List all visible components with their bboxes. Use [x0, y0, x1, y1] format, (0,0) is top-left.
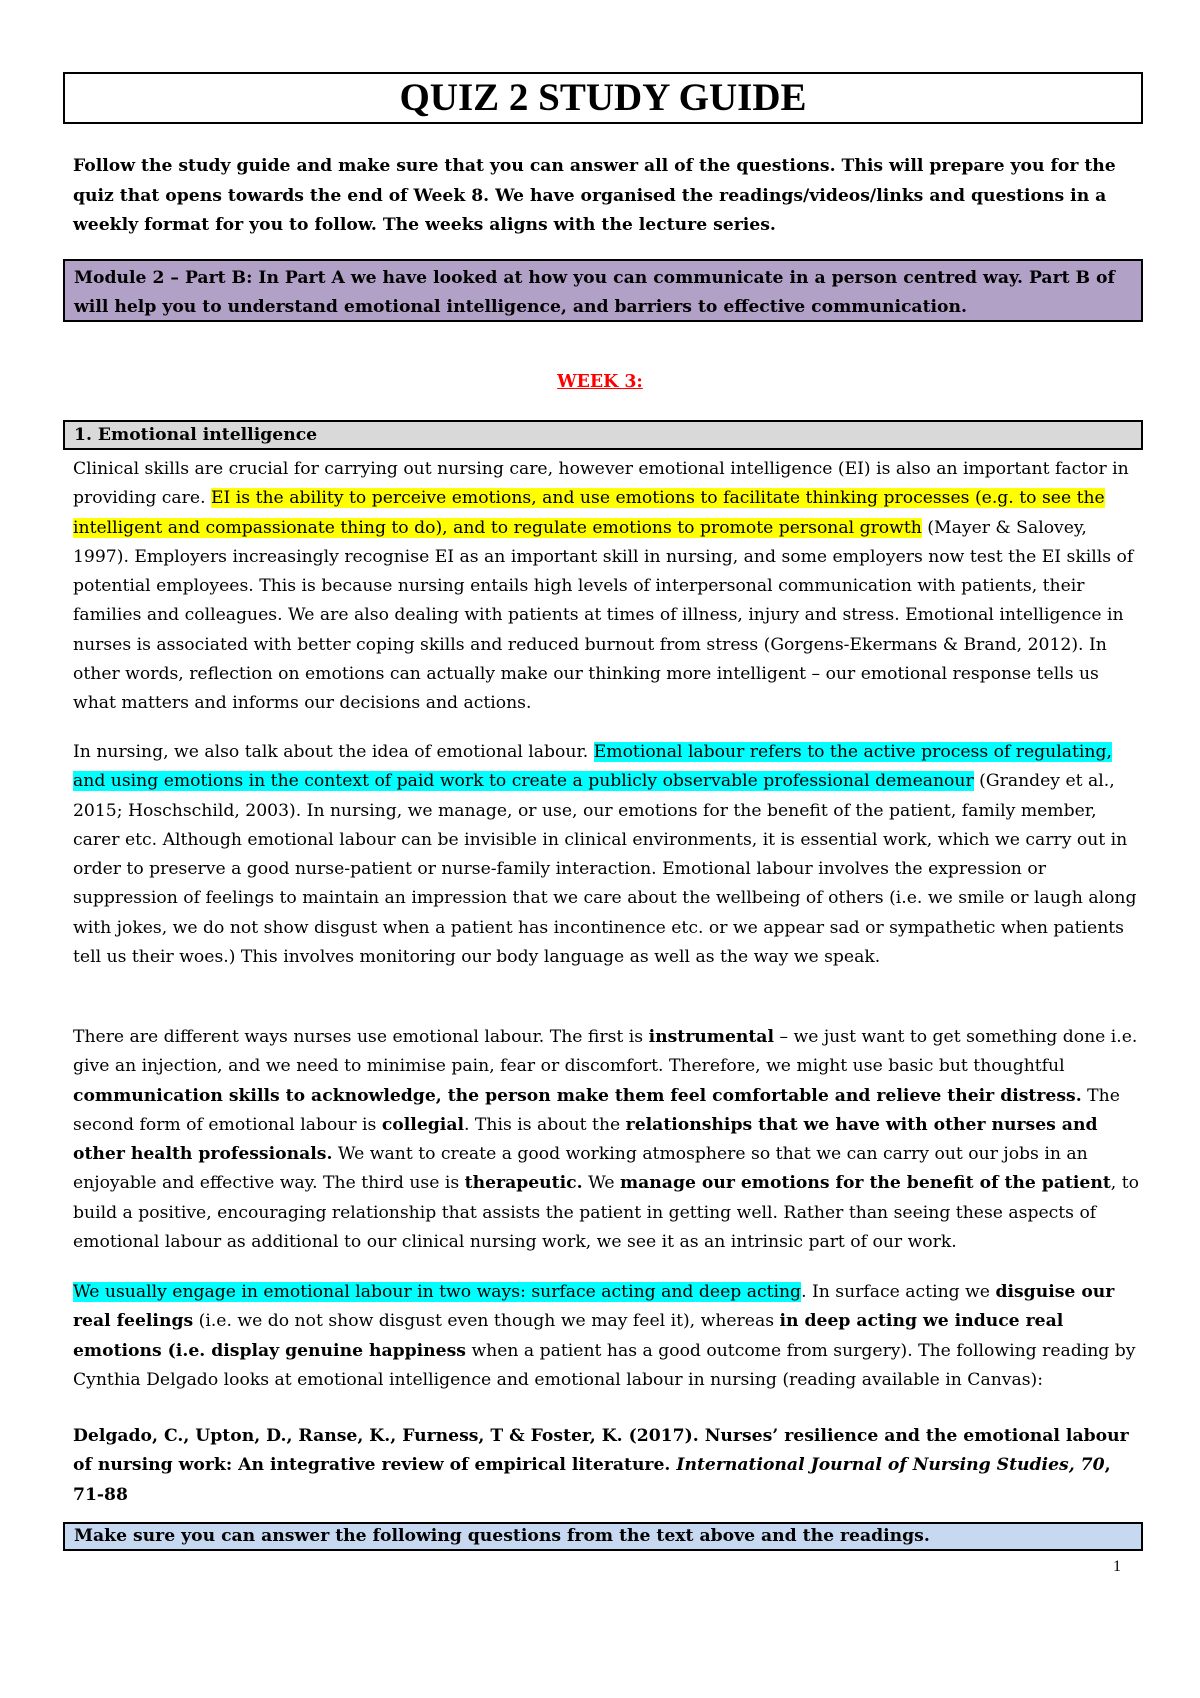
text-run: In nursing, we also talk about the idea of emotional labour.: [73, 742, 594, 762]
text-run: Clinical skills are crucial for carrying out nursing care, however emotional intelligence (EI) is also an important factor in providing care.: [73, 459, 1129, 509]
text-run: (i.e. we do not show disgust even though we may feel it), whereas: [193, 1311, 780, 1332]
page-number: 1: [1113, 1558, 1121, 1575]
text-run: We want to create a good working atmosphere so that we can carry out our jobs in an enjoyable and effective way. The third use is: [73, 1144, 1088, 1194]
text-run: – we just want to get something done i.e. give an injection, and we need to minimise pain, fear or discomfort. Therefore, we might use basic but thoughtful: [73, 1027, 1138, 1077]
text-run: , to build a positive, encouraging relationship that assists the patient in getting well. Rather than seeing these aspects of emotional labour as additional to our clinical nursing work, we see it as an intrinsic part of our work.: [73, 1173, 1139, 1253]
reference-authors: Delgado, C., Upton, D., Ranse, K., Furness, T & Foster, K. (2017). Nurses’ resilience and the emotional labour of nursing work: An integrative review of empirical literature.: [73, 1426, 1129, 1476]
text-run: when a patient has a good outcome from surgery). The following reading by Cynthia Delgado looks at emotional intelligence and emotional labour in nursing (reading available in Canvas):: [73, 1340, 1136, 1390]
module-callout: Module 2 – Part B: In Part A we have looked at how you can communicate in a person centred way. Part B of will help you to understand emotional intelligence, and barriers to effective communication.: [63, 259, 1143, 322]
bold-run: instrumental: [648, 1027, 774, 1047]
paragraph-labour-types: [73, 1023, 1143, 1257]
bold-run: disguise our real feelings: [73, 1282, 1115, 1332]
text-run: We: [582, 1173, 620, 1194]
reference-journal: International Journal of Nursing Studies, 70: [676, 1455, 1105, 1476]
highlighted-definition: Emotional labour refers to the active process of regulating, and using emotions in the context of paid work to create a publicly observable professional demeanour: [73, 742, 1112, 792]
bold-run: communication skills to acknowledge, the person make them feel comfortable and relieve their distress.: [73, 1085, 1082, 1106]
page-title: QUIZ 2 STUDY GUIDE: [63, 72, 1143, 124]
bold-run: relationships that we have with other nurses and other health professionals.: [73, 1114, 1098, 1165]
reading-reference: [73, 1422, 1133, 1510]
questions-callout: Make sure you can answer the following questions from the text above and the readings.: [63, 1522, 1143, 1551]
bold-run: collegial: [381, 1114, 464, 1135]
text-run: . This is about the: [463, 1114, 626, 1135]
week-heading: WEEK 3:: [557, 372, 643, 392]
text-run: . In surface acting we: [801, 1282, 996, 1302]
paragraph-emotional-labour: [73, 738, 1143, 972]
paragraph-acting: [73, 1278, 1143, 1395]
highlighted-statement: We usually engage in emotional labour in two ways: surface acting and deep acting: [73, 1282, 802, 1302]
bold-run: in deep acting we induce real emotions (i.e. display genuine happiness: [73, 1311, 1064, 1361]
bold-run: therapeutic.: [464, 1173, 583, 1194]
section-heading: 1. Emotional intelligence: [63, 420, 1143, 450]
text-run: (Grandey et al., 2015; Hoschschild, 2003). In nursing, we manage, or use, our emotions for the benefit of the patient, family member, carer etc. Although emotional labour can be invisible in clinical environments, it is essential work, which we carry out in order to preserve a good nurse-patient or nurse-family interaction. Emotional labour involves the expression or suppression of feelings to maintain an impression that we care about the wellbeing of others (i.e. we smile or laugh along with jokes, we do not show disgust when a patient has incontinence etc. or we appear sad or sympathetic when patients tell us their woes.) This involves monitoring our body language as well as the way we speak.: [73, 771, 1137, 968]
text-run: The second form of emotional labour is: [73, 1085, 1120, 1135]
paragraph-emotional-intelligence: [73, 455, 1143, 719]
text-run: There are different ways nurses use emotional labour. The first is: [73, 1027, 649, 1047]
text-run: (Mayer & Salovey, 1997). Employers increasingly recognise EI as an important skill in nursing, and some employers now test the EI skills of potential employees. This is because nursing entails high levels of interpersonal communication with patients, their families and colleagues. We are also dealing with patients at times of illness, injury and stress. Emotional intelligence in nurses is associated with better coping skills and reduced burnout from stress (Gorgens-Ekermans & Brand, 2012). In other words, reflection on emotions can actually make our thinking more intelligent – our emotional response tells us what matters and informs our decisions and actions.: [73, 517, 1134, 714]
highlighted-definition: EI is the ability to perceive emotions, and use emotions to facilitate thinking processes (e.g. to see the intelligent and compassionate thing to do), and to regulate emotions to promote personal growth: [73, 488, 1105, 538]
bold-run: manage our emotions for the benefit of the patient: [619, 1173, 1111, 1194]
intro-paragraph: Follow the study guide and make sure that you can answer all of the questions. This will prepare you for the quiz that opens towards the end of Week 8. We have organised the readings/videos/links and questions in a weekly format for you to follow. The weeks aligns with the lecture series.: [73, 156, 1116, 235]
reference-pages: , 71-88: [73, 1455, 1111, 1505]
